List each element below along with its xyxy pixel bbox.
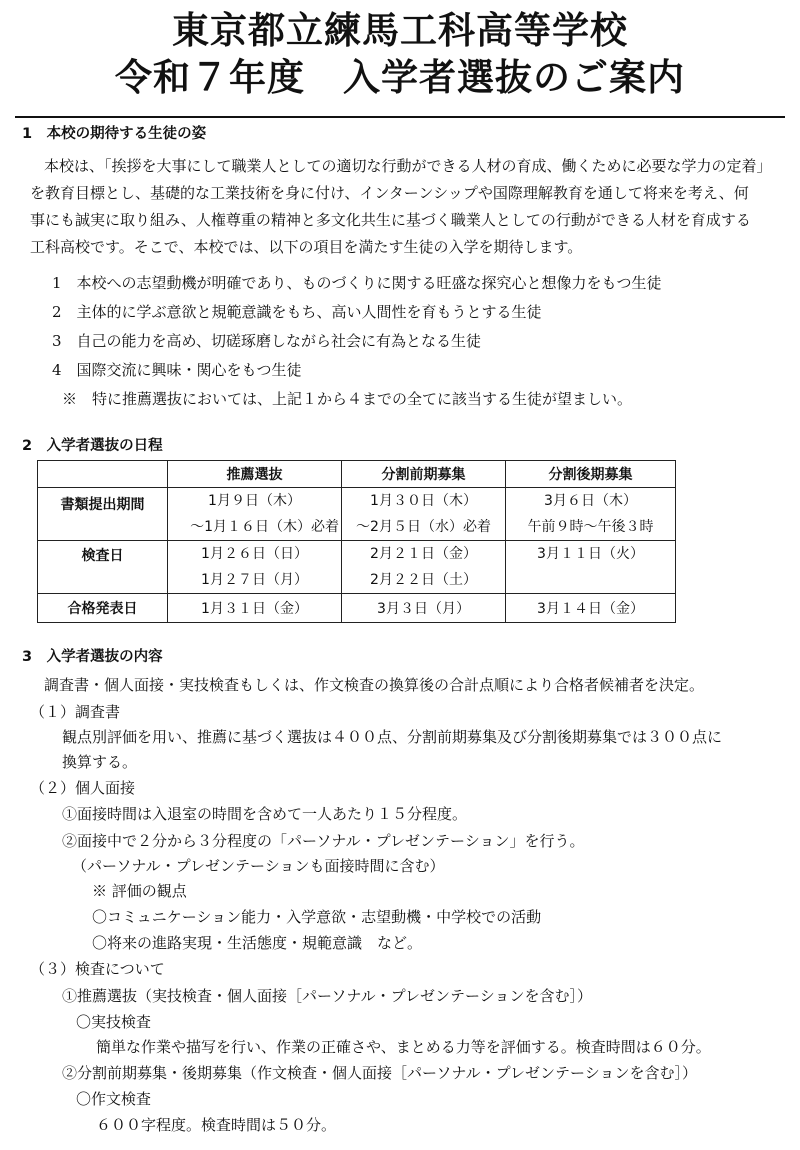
table-corner-cell xyxy=(38,461,168,488)
subsection-text: 換算する。 xyxy=(62,753,138,771)
table-cell: 1月３１日（金） xyxy=(168,594,342,623)
table-row xyxy=(38,488,676,541)
table-cell xyxy=(506,541,676,594)
table-cell xyxy=(342,541,506,594)
subsection-text: ６００字程度。検査時間は５０分。 xyxy=(96,1116,337,1134)
cell-line: 午前９時～午後３時 xyxy=(527,519,654,535)
row-label: 検査日 xyxy=(38,541,168,594)
subsection-heading: （１）調査書 xyxy=(30,703,121,721)
cell-line: 3月６日（木） xyxy=(544,493,637,509)
section3-heading: 3 入学者選抜の内容 xyxy=(22,649,163,665)
section1-heading: 1 本校の期待する生徒の姿 xyxy=(22,126,207,142)
table-cell: 3月１４日（金） xyxy=(506,594,676,623)
column-header: 推薦選抜 xyxy=(168,461,342,488)
cell-line: 2月２２日（土） xyxy=(370,572,477,588)
page-subtitle: 令和７年度 入学者選抜のご案内 xyxy=(115,56,685,99)
table-cell xyxy=(506,488,676,541)
cell-line: 1月２７日（月） xyxy=(201,572,308,588)
section1-item: 1 本校への志望動機が明確であり、ものづくりに関する旺盛な探究心と想像力をもつ生徒 xyxy=(52,274,662,292)
subsection-text: 〇作文検査 xyxy=(76,1090,152,1108)
table-row xyxy=(38,594,676,623)
table-cell xyxy=(168,488,342,541)
cell-line: 1月３０日（木） xyxy=(370,493,477,509)
cell-line: 3月１１日（火） xyxy=(537,546,644,562)
subsection-text: 観点別評価を用い、推薦に基づく選抜は４００点、分割前期募集及び分割後期募集では３００点に xyxy=(62,728,723,746)
section2-heading: 2 入学者選抜の日程 xyxy=(22,438,163,454)
subsection-text: 簡単な作業や描写を行い、作業の正確さや、まとめる力等を評価する。検査時間は６０分。 xyxy=(96,1038,711,1056)
subsection-text: ②面接中で２分から３分程度の「パーソナル・プレゼンテーション」を行う。 xyxy=(62,832,585,850)
subsection-text: ※ 評価の観点 xyxy=(92,882,187,900)
cell-line xyxy=(506,567,675,593)
column-header: 分割後期募集 xyxy=(506,461,676,488)
subsection-text: 〇コミュニケーション能力・入学意欲・志望動機・中学校での活動 xyxy=(92,908,542,926)
table-header-row xyxy=(38,461,676,488)
cell-line: 2月２１日（金） xyxy=(370,546,477,562)
table-cell: 3月３日（月） xyxy=(342,594,506,623)
section1-paragraph-line: を教育目標とし、基礎的な工業技術を身に付け、インターンシップや国際理解教育を通して将来を考え、何 xyxy=(30,184,749,202)
cell-line: ～1月１６日（木）必着 xyxy=(190,519,339,535)
cell-line: ～2月５日（水）必着 xyxy=(356,519,491,535)
section1-item: 4 国際交流に興味・関心をもつ生徒 xyxy=(52,361,302,379)
section1-item: 3 自己の能力を高め、切磋琢磨しながら社会に有為となる生徒 xyxy=(52,332,481,350)
cell-line: 1月９日（木） xyxy=(208,493,301,509)
page-title: 東京都立練馬工科高等学校 xyxy=(172,9,628,52)
subsection-heading: （３）検査について xyxy=(30,960,165,978)
table-cell xyxy=(168,541,342,594)
subsection-text: （パーソナル・プレゼンテーションも面接時間に含む） xyxy=(72,857,445,875)
section1-paragraph-line: 本校は、「挨拶を大事にして職業人としての適切な行動ができる人材の育成、働くために必要な学力の定着」 xyxy=(44,157,772,175)
schedule-table xyxy=(37,460,676,623)
table-row xyxy=(38,541,676,594)
section1-note: ※ 特に推薦選抜においては、上記１から４までの全てに該当する生徒が望ましい。 xyxy=(62,390,633,408)
table-cell xyxy=(342,488,506,541)
section3-intro: 調査書・個人面接・実技検査もしくは、作文検査の換算後の合計点順により合格者候補者を決定。 xyxy=(44,676,705,694)
row-label: 合格発表日 xyxy=(38,594,168,623)
subsection-text: 〇将来の進路実現・生活態度・規範意識 など。 xyxy=(92,934,423,952)
section1-paragraph-line: 工科高校です。そこで、本校では、以下の項目を満たす生徒の入学を期待します。 xyxy=(30,238,583,256)
subsection-text: 〇実技検査 xyxy=(76,1013,152,1031)
row-label: 書類提出期間 xyxy=(38,488,168,541)
cell-line: 1月２６日（日） xyxy=(201,546,308,562)
subsection-text: ①面接時間は入退室の時間を含めて一人あたり１５分程度。 xyxy=(62,805,468,823)
section1-paragraph-line: 事にも誠実に取り組み、人権尊重の精神と多文化共生に基づく職業人としての行動ができる人材を育成する xyxy=(30,211,751,229)
section1-item: 2 主体的に学ぶ意欲と規範意識をもち、高い人間性を育もうとする生徒 xyxy=(52,303,542,321)
title-divider xyxy=(15,116,785,118)
subsection-heading: （２）個人面接 xyxy=(30,779,136,797)
subsection-text: ②分割前期募集・後期募集（作文検査・個人面接［パーソナル・プレゼンテーションを含む］） xyxy=(62,1064,697,1082)
subsection-text: ①推薦選抜（実技検査・個人面接［パーソナル・プレゼンテーションを含む］） xyxy=(62,987,592,1005)
column-header: 分割前期募集 xyxy=(342,461,506,488)
